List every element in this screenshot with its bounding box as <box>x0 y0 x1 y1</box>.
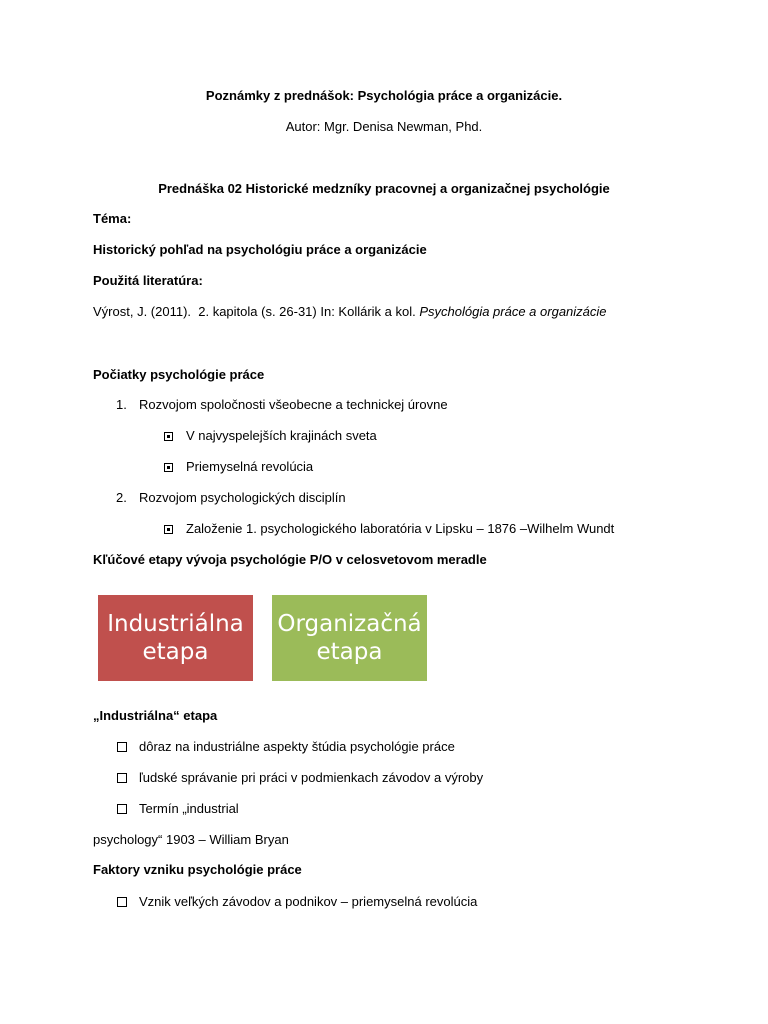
sub-list-item: Založenie 1. psychologického laboratória v Lipsku – 1876 –Wilhelm Wundt <box>186 521 615 536</box>
topic-text: Historický pohľad na psychológiu práce a organizácie <box>93 242 427 257</box>
section-heading-industrial: „Industriálna“ etapa <box>93 708 218 723</box>
square-bullet-icon <box>164 432 173 441</box>
list-item: ľudské správanie pri práci v podmienkach závodov a výroby <box>139 770 484 785</box>
stage-box-label: etapa <box>316 639 383 665</box>
checkbox-bullet-icon <box>117 804 127 814</box>
stage-box-industrial <box>98 595 253 681</box>
document-title: Poznámky z prednášok: Psychológia práce a organizácie. <box>205 88 563 103</box>
square-bullet-icon <box>164 525 173 534</box>
stage-box-label: Organizačná <box>277 611 422 637</box>
stage-box-label: Industriálna <box>107 611 244 637</box>
sub-list-item: V najvyspelejších krajinách sveta <box>186 428 377 443</box>
author-line: Autor: Mgr. Denisa Newman, Phd. <box>285 119 483 134</box>
section-heading-factors: Faktory vzniku psychológie práce <box>93 862 302 877</box>
literature-book-title: Psychológia práce a organizácie <box>419 304 607 319</box>
stage-box-organizational <box>272 595 427 681</box>
list-item: Rozvojom spoločnosti všeobecne a technickej úrovne <box>139 397 448 412</box>
section-heading-stages: Kľúčové etapy vývoja psychológie P/O v celosvetovom meradle <box>93 552 487 567</box>
lecture-title: Prednáška 02 Historické medzníky pracovnej a organizačnej psychológie <box>158 181 610 196</box>
literature-label: Použitá literatúra: <box>93 273 203 288</box>
topic-label: Téma: <box>93 211 132 226</box>
list-item: dôraz na industriálne aspekty štúdia psychológie práce <box>139 739 455 754</box>
sub-list-item: Priemyselná revolúcia <box>186 459 314 474</box>
checkbox-bullet-icon <box>117 742 127 752</box>
list-item: Vznik veľkých závodov a podnikov – priemyselná revolúcia <box>139 894 478 909</box>
list-number: 2. <box>116 490 127 505</box>
checkbox-bullet-icon <box>117 773 127 783</box>
list-number: 1. <box>116 397 127 412</box>
square-bullet-icon <box>164 463 173 472</box>
list-item: Termín „industrial <box>139 801 239 816</box>
list-item: Rozvojom psychologických disciplín <box>139 490 346 505</box>
literature-reference <box>93 304 607 320</box>
stage-box-label: etapa <box>142 639 209 665</box>
checkbox-bullet-icon <box>117 897 127 907</box>
list-item-continuation: psychology“ 1903 – William Bryan <box>93 832 289 847</box>
section-heading-beginnings: Počiatky psychológie práce <box>93 367 265 382</box>
literature-reference-text: Výrost, J. (2011). 2. kapitola (s. 26-31) In: Kollárik a kol. <box>93 304 420 319</box>
